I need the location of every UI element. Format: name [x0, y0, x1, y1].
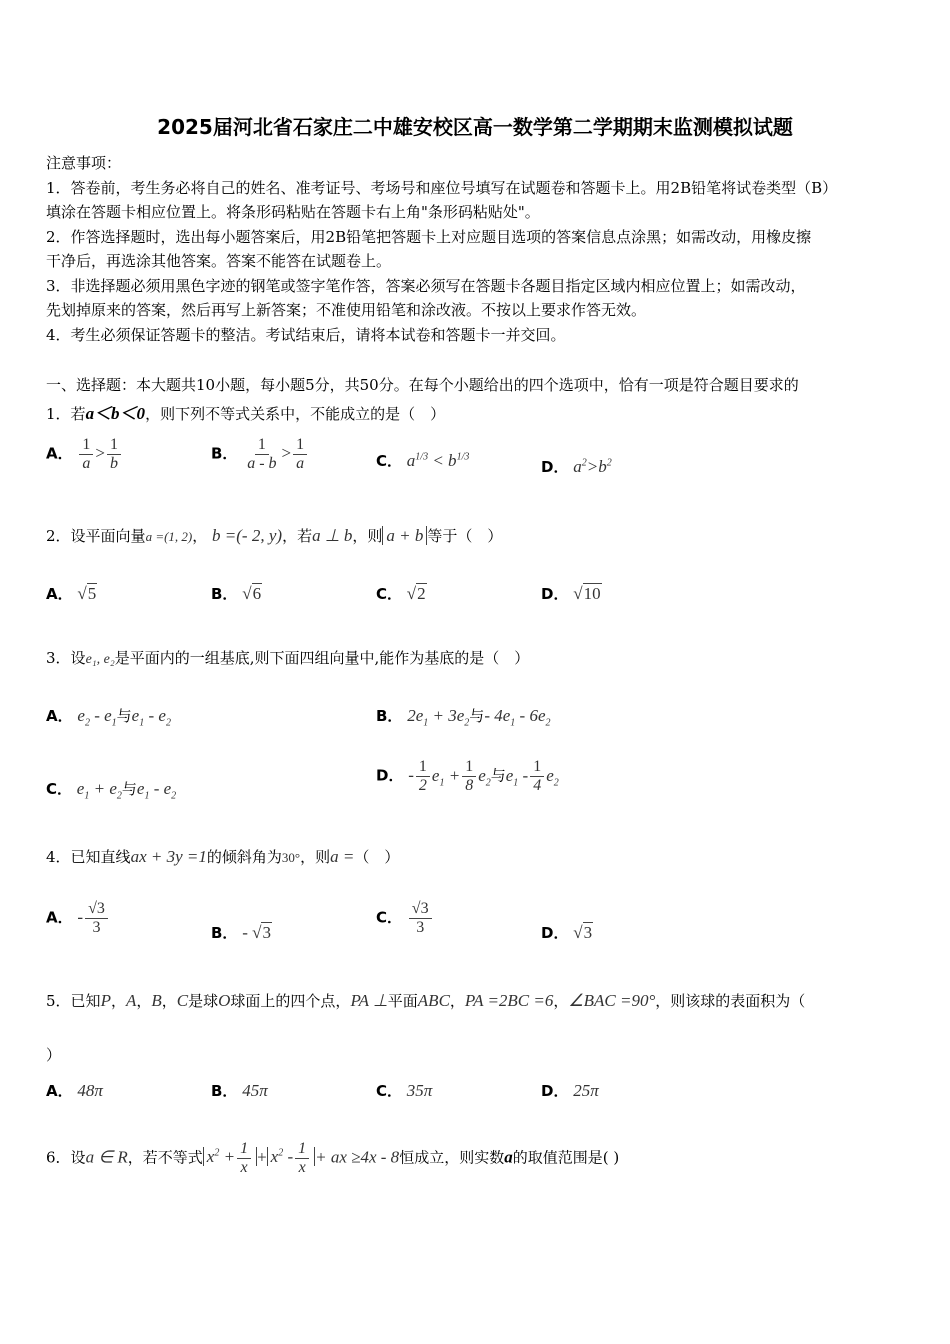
notice-line: 先划掉原来的答案，然后再写上新答案；不准使用铅笔和涂改液。不按以上要求作答无效。	[46, 301, 647, 319]
question-2: 2．设平面向量a =(1, 2)， b =(- 2, y)，若a ⊥ b，则 a + b 等于（ ）	[46, 526, 503, 545]
question-4: 4．已知直线ax + 3y =1的倾斜角为30°，则a =（ ）	[46, 847, 400, 866]
notice-line: 填涂在答题卡相应位置上。将条形码粘贴在答题卡右上角"条形码粘贴处"。	[46, 203, 540, 221]
q2-option-c[interactable]: C． √2	[376, 584, 426, 603]
q2-option-d[interactable]: D． √10	[541, 584, 601, 603]
question-1: 1．若a＜b＜0，则下列不等式关系中，不能成立的是（ ）	[46, 404, 446, 423]
notice-line: 干净后，再选涂其他答案。答案不能答在试题卷上。	[46, 252, 392, 270]
notice-heading: 注意事项：	[46, 154, 122, 172]
q4-option-a[interactable]: A． - $\frac{√3}{3}$	[46, 900, 110, 937]
page-title: 2025届河北省石家庄二中雄安校区高一数学第二学期期末监测模拟试题	[157, 115, 793, 139]
section-heading: 一、选择题：本大题共10小题，每小题5分，共50分。在每个小题给出的四个选项中，恰有一项是符合题目要求的	[46, 376, 799, 394]
q2-option-b[interactable]: B． √6	[211, 584, 262, 603]
notice-line: 4．考生必须保证答题卡的整洁。考试结束后，请将本试卷和答题卡一并交回。	[46, 326, 566, 344]
question-3: 3．设e₁, e₂是平面内的一组基底,则下面四组向量中,能作为基底的是（ ）	[46, 649, 530, 667]
q3-option-b[interactable]: B． $2e_1 + 3e_2$与- $4e_1 - 6e_2$	[376, 706, 551, 729]
q4-option-b[interactable]: B． - √3	[211, 923, 271, 942]
q2-option-a[interactable]: A． √5	[46, 584, 97, 603]
q3-option-c[interactable]: C． $e_1 + e_2$与$e_1 - e_2$	[46, 779, 177, 802]
q5-option-d[interactable]: D． 25π	[541, 1081, 599, 1100]
q4-option-c[interactable]: C． $\frac{√3}{3}$	[376, 900, 434, 937]
q3-option-a[interactable]: A． $e_2 - e_1$与$e_1 - e_2$	[46, 706, 171, 729]
q1-option-b[interactable]: B． $\frac{1}{a - b}$ > $\frac{1}{a}$	[211, 436, 309, 473]
q4-option-d[interactable]: D． √3	[541, 923, 593, 942]
q5-option-a[interactable]: A． 48π	[46, 1081, 103, 1100]
q1-option-d[interactable]: D． $a^2>b^2$	[541, 457, 612, 476]
q3-option-d[interactable]: D． - $\frac{1}{2}$ $e_1$ + $\frac{1}{8}$ $e_2$与$e_1$ - $\frac{1}{4}$ $e_2$	[376, 758, 559, 794]
q1-option-c[interactable]: C． $a^{1/3} < b^{1/3}$	[376, 451, 470, 470]
q5-option-b[interactable]: B． 45π	[211, 1081, 268, 1100]
notice-line: 2．作答选择题时，选出每小题答案后，用2B铅笔把答题卡上对应题目选项的答案信息点涂黑；如需改动，用橡皮擦	[46, 228, 812, 246]
question-5-continued: ）	[46, 1046, 62, 1064]
question-6: 6．设a ∈ R，若不等式 $x^2$ + $\frac{1}{x}$ + $x^2$ - $\frac{1}{x}$ + ax ≥4x - 8恒成立，则实数a的取值范围是( )	[46, 1140, 620, 1176]
q1-option-a[interactable]: A． $\frac{1}{a}$ > $\frac{1}{b}$	[46, 436, 123, 473]
question-5: 5．已知P，A，B，C是球O球面上的四个点，PA ⊥平面ABC，PA =2BC =6，∠BAC =90°，则该球的表面积为（	[46, 991, 806, 1010]
notice-line: 1．答卷前，考生务必将自己的姓名、准考证号、考场号和座位号填写在试题卷和答题卡上。用2B铅笔将试卷类型（B）	[46, 179, 838, 197]
q5-option-c[interactable]: C． 35π	[376, 1081, 433, 1100]
notice-line: 3．非选择题必须用黑色字迹的钢笔或签字笔作答，答案必须写在答题卡各题目指定区域内相应位置上；如需改动，	[46, 277, 806, 295]
